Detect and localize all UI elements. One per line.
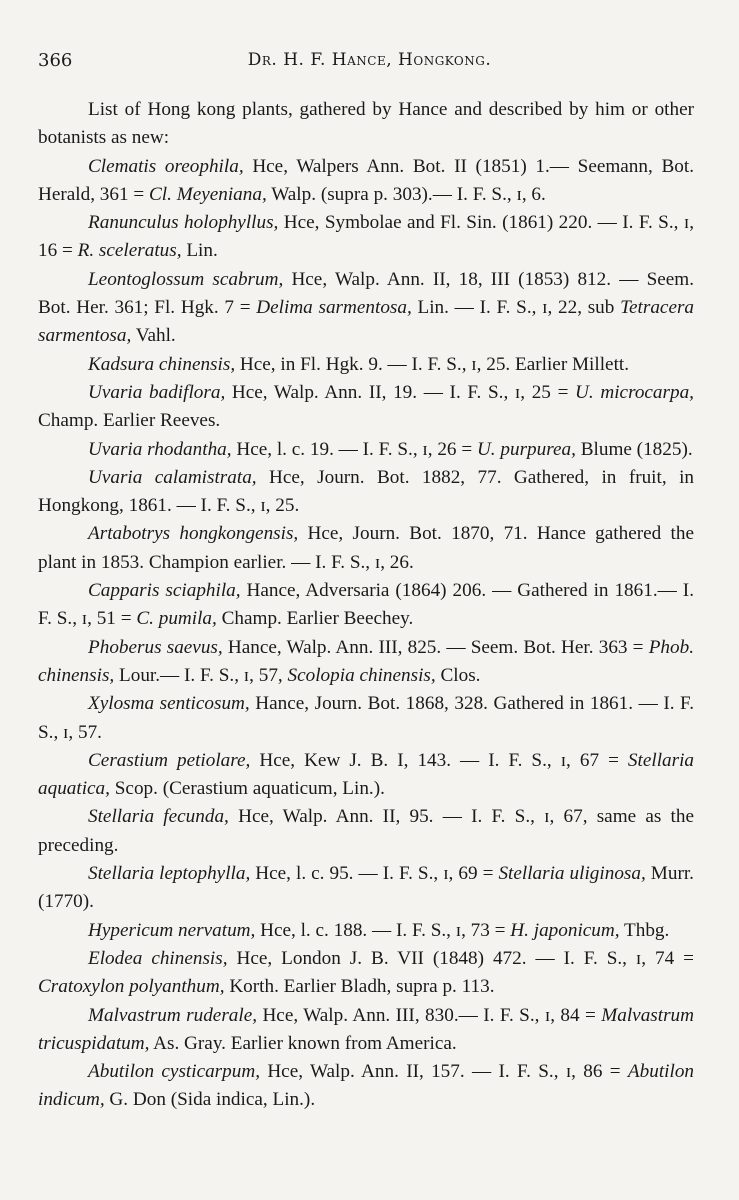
species-name: Hypericum nervatum, bbox=[88, 919, 256, 941]
entry-text: Hce, London J. B. VII (1848) 472. — I. F. S., ɪ, 74 = bbox=[227, 947, 694, 969]
page-number: 366 bbox=[38, 50, 73, 71]
species-name: Stellaria fecunda, bbox=[88, 806, 229, 828]
plant-entry bbox=[38, 209, 694, 266]
synonym-name: Stellaria aquatica, bbox=[38, 749, 695, 800]
synonym-name: Scolopia chinensis, bbox=[287, 664, 436, 686]
plant-entry bbox=[38, 917, 694, 945]
synonym-name: Cratoxylon polyanthum, bbox=[38, 976, 225, 998]
species-name: Stellaria leptophylla, bbox=[88, 863, 251, 885]
plant-entry bbox=[38, 1002, 694, 1059]
entry-text: Murr. (1770). bbox=[38, 863, 694, 913]
entry-text: Hce, Walp. Ann. II, 95. — I. F. S., ɪ, 67, same as the preceding. bbox=[38, 806, 695, 856]
entry-text: Champ. Earlier Beechey. bbox=[216, 608, 414, 630]
plant-entry bbox=[38, 860, 694, 917]
entry-text: Lour.— I. F. S., ɪ, 57, bbox=[114, 664, 288, 686]
entry-text: Hce, in Fl. Hgk. 9. — I. F. S., ɪ, 25. Earlier Millett. bbox=[235, 353, 630, 375]
species-name: Uvaria rhodantha, bbox=[88, 438, 232, 460]
species-name: Cerastium petiolare, bbox=[88, 749, 251, 771]
entry-text: Lin. bbox=[181, 240, 218, 262]
plant-entry bbox=[38, 153, 694, 210]
plant-entry bbox=[38, 634, 694, 691]
species-name: Capparis sciaphila, bbox=[88, 580, 241, 602]
species-name: Uvaria badiflora, bbox=[88, 381, 226, 403]
entry-text: Hance, Adversaria (1864) 206. — Gathered in 1861.— I. F. S., ɪ, 51 = bbox=[38, 580, 694, 630]
body-text bbox=[38, 96, 694, 1115]
plant-entry bbox=[38, 945, 694, 1002]
synonym-name: R. sceleratus, bbox=[77, 240, 182, 262]
entry-text: Scop. (Cerastium aquaticum, Lin.). bbox=[109, 778, 385, 800]
synonym-name: U. purpurea, bbox=[476, 438, 576, 460]
plant-entry bbox=[38, 436, 694, 464]
entry-text: Hce, l. c. 19. — I. F. S., ɪ, 26 = bbox=[231, 438, 477, 460]
synonym-name: Phob. chinensis, bbox=[38, 636, 694, 686]
entry-text: Hce, Walp. Ann. II, 18, III (1853) 812. — Seem. Bot. Her. 361; Fl. Hgk. 7 = bbox=[38, 268, 694, 319]
plant-entry bbox=[38, 690, 694, 747]
plant-entry bbox=[38, 351, 694, 379]
plant-list bbox=[38, 153, 694, 1115]
entry-text: Hce, Walp. Ann. II, 19. — I. F. S., ɪ, 25 = bbox=[225, 381, 576, 403]
entry-text: Blume (1825). bbox=[575, 438, 693, 460]
plant-entry bbox=[38, 747, 694, 804]
entry-text: Thbg. bbox=[619, 919, 670, 941]
intro-paragraph: List of Hong kong plants, gathered by Hance and described by him or other botanists as new: bbox=[38, 99, 694, 149]
synonym-name: Cl. Meyeniana, bbox=[149, 183, 267, 205]
species-name: Uvaria calamistrata, bbox=[88, 466, 257, 488]
entry-text: Hce, Journ. Bot. 1870, 71. Hance gathered the plant in 1853. Champion earlier. — I. F. S., ɪ, 26. bbox=[38, 523, 694, 573]
species-name: Clematis oreophila, bbox=[88, 155, 244, 177]
synonym-name: Tetracera sarmentosa, bbox=[38, 297, 695, 347]
plant-entry bbox=[38, 266, 694, 351]
entry-text: Lin. — I. F. S., ɪ, 22, sub bbox=[411, 297, 621, 319]
species-name: Xylosma senticosum, bbox=[88, 693, 250, 715]
species-name: Phoberus saevus, bbox=[88, 636, 223, 658]
species-name: Abutilon cysticarpum, bbox=[88, 1061, 260, 1083]
entry-text: Hce, l. c. 95. — I. F. S., ɪ, 69 = bbox=[250, 863, 499, 885]
synonym-name: H. japonicum, bbox=[510, 919, 620, 941]
species-name: Elodea chinensis, bbox=[88, 947, 228, 969]
plant-entry bbox=[38, 464, 694, 521]
entry-text: Korth. Earlier Bladh, supra p. 113. bbox=[224, 976, 495, 998]
plant-entry bbox=[38, 379, 694, 436]
running-head: Dr. H. F. Hance, Hongkong. bbox=[247, 50, 492, 70]
entry-text: Hce, Journ. Bot. 1882, 77. Gathered, in fruit, in Hongkong, 1861. — I. F. S., ɪ, 25. bbox=[38, 466, 694, 517]
plant-entry bbox=[38, 577, 694, 634]
synonym-name: Malvastrum tricuspidatum, bbox=[38, 1004, 694, 1054]
synonym-name: Abutilon indicum, bbox=[38, 1061, 695, 1111]
entry-text: Hce, Walpers Ann. Bot. II (1851) 1.— Seemann, Bot. Herald, 361 = bbox=[38, 155, 694, 205]
entry-text: Hce, Kew J. B. I, 143. — I. F. S., ɪ, 67 = bbox=[250, 749, 628, 771]
entry-text: Hance, Journ. Bot. 1868, 328. Gathered in 1861. — I. F. S., ɪ, 57. bbox=[38, 693, 694, 743]
entry-text: Hce, Walp. Ann. III, 830.— I. F. S., ɪ, 84 = bbox=[257, 1004, 602, 1026]
entry-text: Hance, Walp. Ann. III, 825. — Seem. Bot. Her. 363 = bbox=[222, 636, 649, 658]
synonym-name: Delima sarmentosa, bbox=[256, 297, 412, 319]
species-name: Kadsura chinensis, bbox=[88, 353, 236, 375]
page-header bbox=[38, 50, 701, 78]
entry-text: Hce, Walp. Ann. II, 157. — I. F. S., ɪ, 86 = bbox=[260, 1061, 628, 1083]
entry-text: Vahl. bbox=[131, 325, 176, 347]
plant-entry bbox=[38, 803, 694, 860]
synonym-name: U. microcarpa, bbox=[575, 381, 694, 403]
entry-text: As. Gray. Earlier known from America. bbox=[149, 1032, 457, 1054]
species-name: Leontoglossum scabrum, bbox=[88, 268, 284, 290]
entry-text: G. Don (Sida indica, Lin.). bbox=[104, 1089, 316, 1111]
synonym-name: Stellaria uliginosa, bbox=[498, 863, 646, 885]
entry-text: Champ. Earlier Reeves. bbox=[38, 410, 221, 432]
entry-text: Clos. bbox=[435, 664, 481, 686]
entry-text: Walp. (supra p. 303).— I. F. S., ɪ, 6. bbox=[266, 183, 546, 205]
species-name: Ranunculus holophyllus, bbox=[88, 212, 279, 234]
plant-entry bbox=[38, 520, 694, 577]
species-name: Artabotrys hongkongensis, bbox=[88, 523, 299, 545]
entry-text: Hce, Symbolae and Fl. Sin. (1861) 220. — I. F. S., ɪ, 16 = bbox=[38, 212, 694, 262]
species-name: Malvastrum ruderale, bbox=[88, 1004, 258, 1026]
entry-text: Hce, l. c. 188. — I. F. S., ɪ, 73 = bbox=[255, 919, 511, 941]
synonym-name: C. pumila, bbox=[136, 608, 217, 630]
plant-entry bbox=[38, 1058, 694, 1115]
